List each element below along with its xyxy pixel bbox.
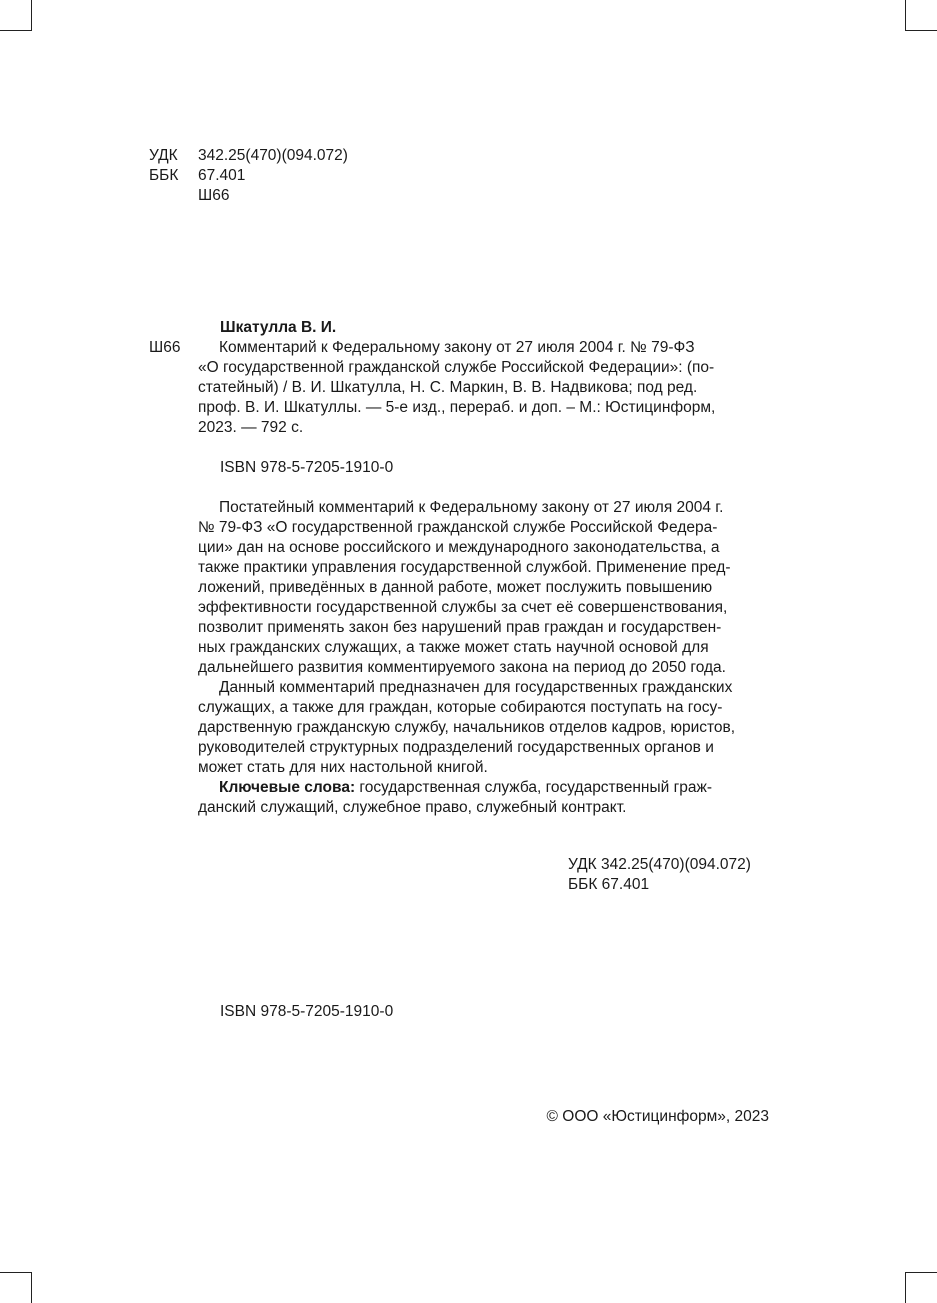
crop-mark-top-right-v — [905, 0, 906, 31]
record-description — [198, 338, 770, 438]
description-line: статейный) / В. И. Шкатулла, Н. С. Маркин, В. В. Надвикова; под ред. — [198, 379, 698, 396]
bbk-value: 67.401 — [198, 167, 246, 184]
annotation-line: ных гражданских служащих, а также может стать научной основой для — [198, 639, 709, 656]
annotation-line: служащих, а также для граждан, которые собираются поступать на госу- — [198, 699, 723, 716]
crop-mark-bottom-left-h — [0, 1272, 32, 1273]
author-mark: Ш66 — [198, 187, 230, 204]
description-line: 2023. — 792 с. — [198, 419, 304, 436]
annotation-line: также практики управления государственной службой. Применение пред- — [198, 559, 731, 576]
annotation — [198, 498, 770, 818]
annotation-line: ции» дан на основе российского и международного законодательства, а — [198, 539, 720, 556]
description-line: проф. В. И. Шкатуллы. — 5-е изд., перераб. и доп. – М.: Юстицинформ, — [198, 399, 716, 416]
crop-mark-bottom-left-v — [31, 1272, 32, 1303]
record-isbn: ISBN 978-5-7205-1910-0 — [220, 459, 394, 476]
bottom-udk: УДК 342.25(470)(094.072) — [568, 856, 751, 873]
author-heading: Шкатулла В. И. — [220, 319, 337, 336]
udk-value: 342.25(470)(094.072) — [198, 147, 348, 164]
annotation-line: Постатейный комментарий к Федеральному закону от 27 июля 2004 г. — [219, 499, 724, 516]
keywords-label: Ключевые слова: — [219, 779, 356, 796]
annotation-line: позволит применять закон без нарушений прав граждан и государствен- — [198, 619, 722, 636]
annotation-line: дальнейшего развития комментируемого закона на период до 2050 года. — [198, 659, 726, 676]
crop-mark-bottom-right-v — [905, 1272, 906, 1303]
bbk-label: ББК — [149, 167, 179, 184]
crop-mark-top-right-h — [905, 30, 937, 31]
description-line: Комментарий к Федеральному закону от 27 июля 2004 г. № 79-ФЗ — [219, 339, 695, 356]
annotation-line: эффективности государственной службы за счет её совершенствования, — [198, 599, 728, 616]
annotation-line: Данный комментарий предназначен для государственных гражданских — [219, 679, 733, 696]
udk-label: УДК — [149, 147, 178, 164]
annotation-line: ложений, приведённых в данной работе, может послужить повышению — [198, 579, 713, 596]
crop-mark-top-left-h — [0, 30, 32, 31]
annotation-line: дарственную гражданскую службу, начальников отделов кадров, юристов, — [198, 719, 736, 736]
keywords-line — [198, 778, 770, 798]
annotation-line: руководителей структурных подразделений государственных органов и — [198, 739, 714, 756]
annotation-line: № 79-ФЗ «О государственной гражданской службе Российской Федера- — [198, 519, 718, 536]
copyright: © ООО «Юстицинформ», 2023 — [546, 1108, 769, 1125]
keywords-text: государственная служба, государственный граж- — [355, 779, 712, 796]
bottom-bbk: ББК 67.401 — [568, 876, 650, 893]
crop-mark-top-left-v — [31, 0, 32, 31]
crop-mark-bottom-right-h — [905, 1272, 937, 1273]
keywords-line: данский служащий, служебное право, служебный контракт. — [198, 799, 627, 816]
record-mark: Ш66 — [149, 339, 181, 356]
annotation-line: может стать для них настольной книгой. — [198, 759, 488, 776]
description-line: «О государственной гражданской службе Российской Федерации»: (по- — [198, 359, 715, 376]
bottom-isbn: ISBN 978-5-7205-1910-0 — [220, 1003, 394, 1020]
